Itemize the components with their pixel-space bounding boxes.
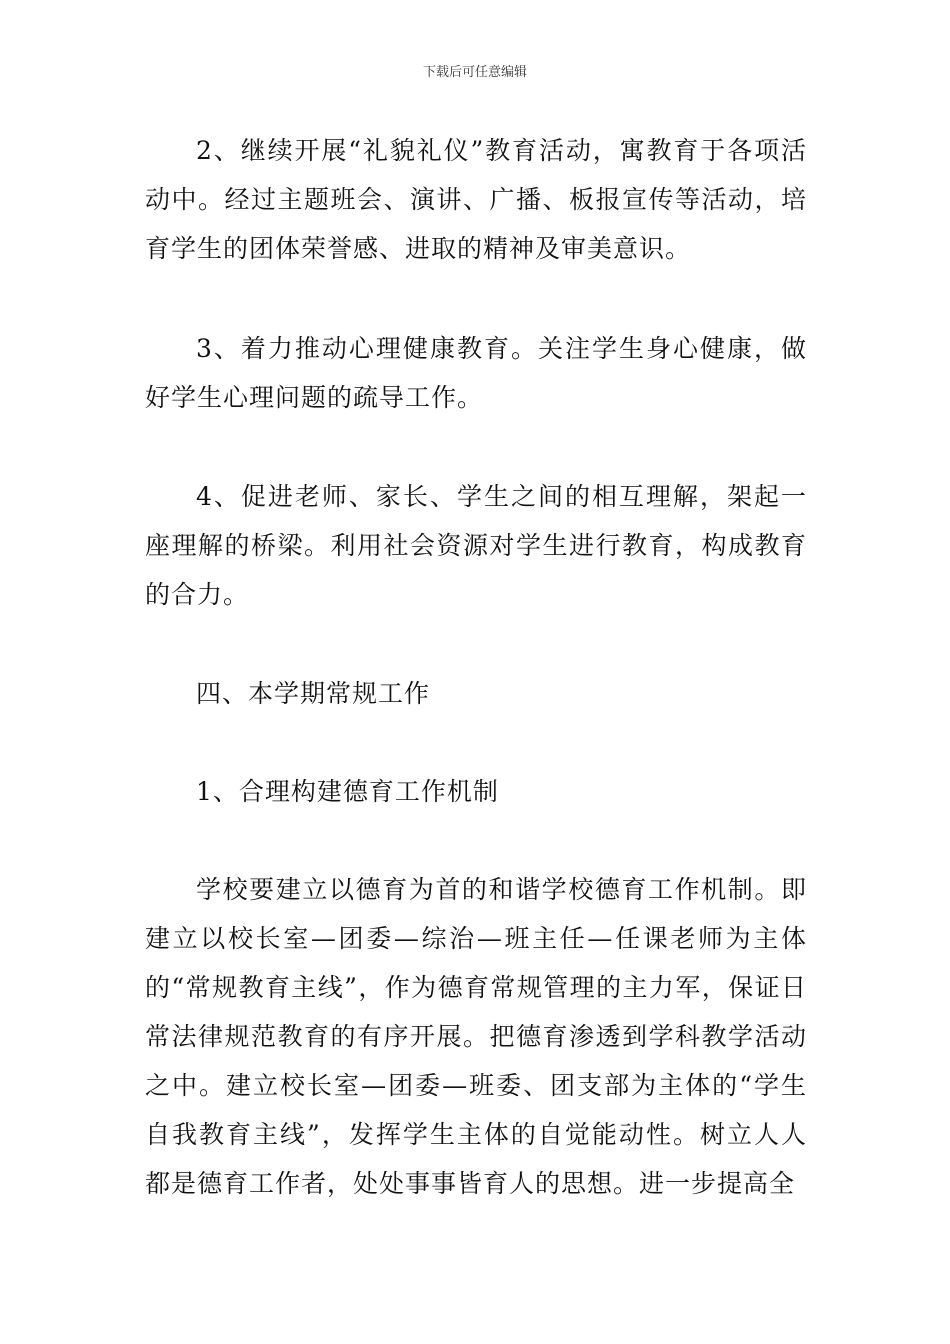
- document-body: [145, 126, 807, 1208]
- paragraph-spacer: [145, 718, 807, 767]
- subheading-moral-mechanism: 1、合理构建德育工作机制: [196, 777, 499, 806]
- paragraph-spacer: [145, 619, 807, 669]
- paragraph-mechanism-detail: 学校要建立以德育为首的和谐学校德育工作机制。即建立以校长室—团委—综治—班主任—任课老师为主体的“常规教育主线”，作为德育常规管理的主力军，保证日常法律规范教育的有序开展。把德育渗透到学科教学活动之中。建立校长室—团委—班委、团支部为主体的“学生自我教育主线”，发挥学生主体的自觉能动性。树立人人都是德育工作者，处处事事皆育人的思想。进一步提高全: [145, 875, 807, 1198]
- paragraph-mental-health: 3、着力推动心理健康教育。关注学生身心健康，做好学生心理问题的疏导工作。: [145, 334, 807, 412]
- paragraph-mutual-understanding: 4、促进老师、家长、学生之间的相互理解，架起一座理解的桥梁。利用社会资源对学生进行教育，构成教育的合力。: [145, 482, 807, 609]
- header-note: 下载后可任意编辑: [422, 65, 527, 80]
- paragraph-etiquette-education: 2、继续开展“礼貌礼仪”教育活动，寓教育于各项活动中。经过主题班会、演讲、广播、板报宣传等活动，培育学生的团体荣誉感、进取的精神及审美意识。: [145, 136, 807, 263]
- paragraph-spacer: [145, 273, 807, 324]
- section-heading-routine-work: 四、本学期常规工作: [196, 679, 431, 708]
- paragraph-spacer: [145, 816, 807, 865]
- paragraph-spacer: [145, 422, 807, 472]
